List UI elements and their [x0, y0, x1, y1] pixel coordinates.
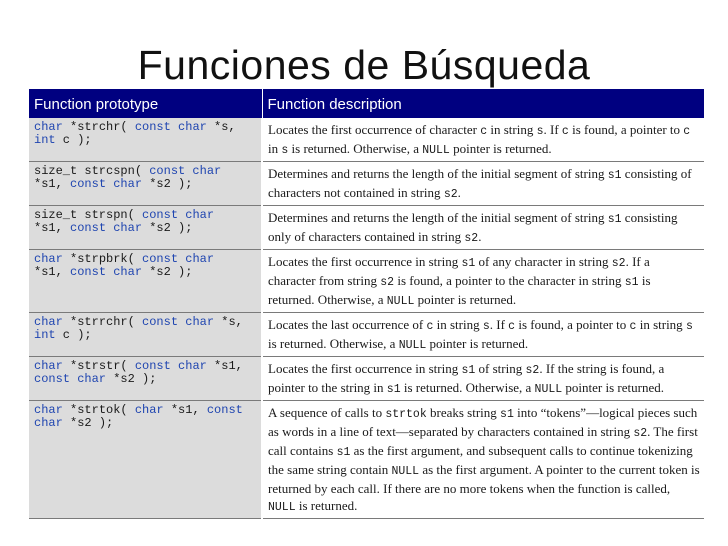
- description-text: . The first call contains: [268, 424, 698, 458]
- table-row-strspn: [29, 206, 704, 250]
- description-text: into “tokens”—logical pieces such as words in a line of text—separated by characters contained in string: [268, 405, 698, 439]
- description-text: pointer is returned.: [414, 292, 517, 307]
- description-cell: [262, 357, 704, 401]
- code-text: *strstr(: [62, 359, 135, 373]
- code-identifier: s1: [607, 169, 622, 182]
- description-text: consisting of characters not contained in string: [268, 166, 692, 200]
- code-text: *strchr(: [62, 120, 135, 134]
- description-text: as the first argument, and subsequent calls to continue tokenizing the same string contain: [268, 443, 693, 477]
- description-text: . If: [543, 122, 562, 137]
- description-cell: [262, 401, 704, 519]
- code-identifier: NULL: [391, 465, 420, 478]
- description-text: A sequence of calls to: [268, 405, 386, 420]
- code-identifier: s1: [336, 446, 351, 459]
- description-text: breaks string: [426, 405, 501, 420]
- description-text: pointer is returned.: [449, 141, 552, 156]
- code-keyword: const: [206, 403, 243, 417]
- code-keyword: const char: [134, 359, 207, 373]
- code-keyword: const char: [149, 164, 222, 178]
- prototype-cell: [29, 206, 262, 250]
- code-text: c );: [55, 133, 92, 147]
- prototype-cell: [29, 313, 262, 357]
- code-keyword: const char: [34, 372, 107, 386]
- description-text: in: [268, 141, 282, 156]
- code-text: *s1,: [34, 265, 63, 279]
- description-text: .: [478, 229, 482, 244]
- prototype-code: [34, 316, 257, 342]
- code-identifier: s: [685, 320, 693, 333]
- code-keyword: char: [34, 315, 63, 329]
- description-cell: [262, 118, 704, 162]
- code-text: *s,: [214, 120, 236, 134]
- prototype-code: [34, 360, 257, 386]
- description-cell: [262, 250, 704, 313]
- code-identifier: c: [480, 125, 488, 138]
- description-text: is found, a pointer to: [515, 317, 630, 332]
- code-keyword: int: [34, 133, 56, 147]
- description-text: . If a character from string: [268, 254, 650, 288]
- code-identifier: c: [683, 125, 691, 138]
- description-text: consisting only of characters contained in string: [268, 210, 678, 244]
- code-keyword: char: [34, 359, 63, 373]
- table-row-strcspn: [29, 162, 704, 206]
- header-prototype: Function prototype: [29, 89, 262, 118]
- prototype-code: [34, 209, 257, 235]
- code-text: size_t strcspn(: [34, 164, 150, 178]
- code-text: *s2 );: [142, 265, 193, 279]
- code-keyword: char: [34, 416, 63, 430]
- code-keyword: char: [34, 120, 63, 134]
- code-text: *s1,: [214, 359, 243, 373]
- code-text: *s2 );: [62, 416, 114, 430]
- code-text: *s1,: [34, 221, 63, 235]
- code-text: *s2 );: [106, 372, 157, 386]
- prototype-cell: [29, 357, 262, 401]
- table-row-strpbrk: [29, 250, 704, 313]
- code-identifier: NULL: [534, 383, 563, 396]
- code-text: *s2 );: [142, 177, 193, 191]
- description-text: in string: [636, 317, 686, 332]
- code-identifier: c: [508, 320, 516, 333]
- code-identifier: s2: [633, 427, 648, 440]
- code-identifier: s2: [380, 276, 395, 289]
- description-text: in string: [487, 122, 537, 137]
- description-cell: [262, 162, 704, 206]
- prototype-code: [34, 404, 257, 430]
- code-text: *s1,: [163, 403, 207, 417]
- description-text: pointer is returned.: [562, 380, 664, 395]
- description-text: Locates the last occurrence of: [268, 317, 427, 332]
- code-keyword: const char: [142, 208, 215, 222]
- prototype-code: [34, 165, 257, 191]
- prototype-code: [34, 121, 257, 147]
- code-keyword: int: [34, 328, 56, 342]
- code-identifier: NULL: [386, 295, 415, 308]
- description-text: is found, a pointer to the character in string: [394, 273, 625, 288]
- prototype-code: [34, 253, 257, 279]
- description-text: of any character in string: [475, 254, 612, 269]
- code-text: *s1,: [34, 177, 63, 191]
- code-text: *s,: [221, 315, 243, 329]
- code-identifier: c: [629, 320, 637, 333]
- code-identifier: s2: [611, 257, 626, 270]
- table-row-strchr: [29, 118, 704, 162]
- table-row-strstr: [29, 357, 704, 401]
- table-row-strtok: [29, 401, 704, 519]
- description-text: is found, a pointer to: [568, 122, 684, 137]
- code-keyword: char: [34, 252, 63, 266]
- code-identifier: NULL: [398, 339, 427, 352]
- description-text: is returned. Otherwise, a: [268, 336, 399, 351]
- code-text: *s2 );: [142, 221, 193, 235]
- description-text: of string: [475, 361, 526, 376]
- description-text: is returned. Otherwise, a: [268, 273, 651, 307]
- code-identifier: c: [426, 320, 434, 333]
- description-cell: [262, 206, 704, 250]
- description-text: in string: [433, 317, 483, 332]
- header-description: Function description: [262, 89, 704, 118]
- code-identifier: s: [536, 125, 544, 138]
- description-text: as the first argument. A pointer to the current token is returned by each call. If there are no more tokens when the function is called,: [268, 462, 700, 496]
- function-table: [29, 89, 704, 519]
- code-identifier: s1: [461, 364, 476, 377]
- code-identifier: s1: [607, 213, 622, 226]
- code-identifier: s1: [461, 257, 476, 270]
- code-identifier: s1: [624, 276, 639, 289]
- code-keyword: const char: [142, 315, 215, 329]
- code-keyword: const char: [70, 265, 143, 279]
- description-text: Determines and returns the length of the initial segment of string: [268, 166, 608, 181]
- code-text: *strtok(: [62, 403, 135, 417]
- description-text: .: [457, 185, 461, 200]
- code-identifier: NULL: [268, 501, 296, 514]
- code-identifier: s2: [443, 188, 458, 201]
- code-text: size_t strspn(: [34, 208, 143, 222]
- code-identifier: NULL: [422, 144, 450, 157]
- code-keyword: const char: [134, 120, 207, 134]
- code-identifier: s: [482, 320, 490, 333]
- description-text: is returned. Otherwise, a: [288, 141, 423, 156]
- prototype-cell: [29, 250, 262, 313]
- description-text: Locates the first occurrence of character: [268, 122, 481, 137]
- code-keyword: const char: [70, 177, 143, 191]
- description-cell: [262, 313, 704, 357]
- code-identifier: s2: [525, 364, 540, 377]
- prototype-cell: [29, 162, 262, 206]
- code-text: c );: [55, 328, 92, 342]
- code-keyword: const char: [142, 252, 215, 266]
- code-identifier: s1: [386, 383, 401, 396]
- code-keyword: char: [34, 403, 63, 417]
- description-text: . If the string is found, a pointer to the string in: [268, 361, 665, 395]
- prototype-cell: [29, 118, 262, 162]
- description-text: Determines and returns the length of the initial segment of string: [268, 210, 608, 225]
- code-text: *strpbrk(: [62, 252, 143, 266]
- code-identifier: c: [561, 125, 569, 138]
- code-identifier: strtok: [385, 408, 427, 421]
- slide-title: Funciones de Búsqueda: [137, 42, 591, 88]
- code-identifier: s: [281, 144, 289, 157]
- table-header-row: [29, 89, 704, 118]
- code-keyword: char: [134, 403, 164, 417]
- description-text: Locates the first occurrence in string: [268, 361, 462, 376]
- table-row-strrchr: [29, 313, 704, 357]
- code-identifier: s2: [464, 232, 479, 245]
- description-text: is returned.: [295, 498, 358, 513]
- description-text: pointer is returned.: [426, 336, 529, 351]
- code-keyword: const char: [70, 221, 143, 235]
- description-text: Locates the first occurrence in string: [268, 254, 462, 269]
- prototype-cell: [29, 401, 262, 519]
- code-text: *strrchr(: [62, 315, 143, 329]
- description-text: is returned. Otherwise, a: [400, 380, 535, 395]
- description-text: . If: [489, 317, 509, 332]
- code-identifier: s1: [500, 408, 514, 421]
